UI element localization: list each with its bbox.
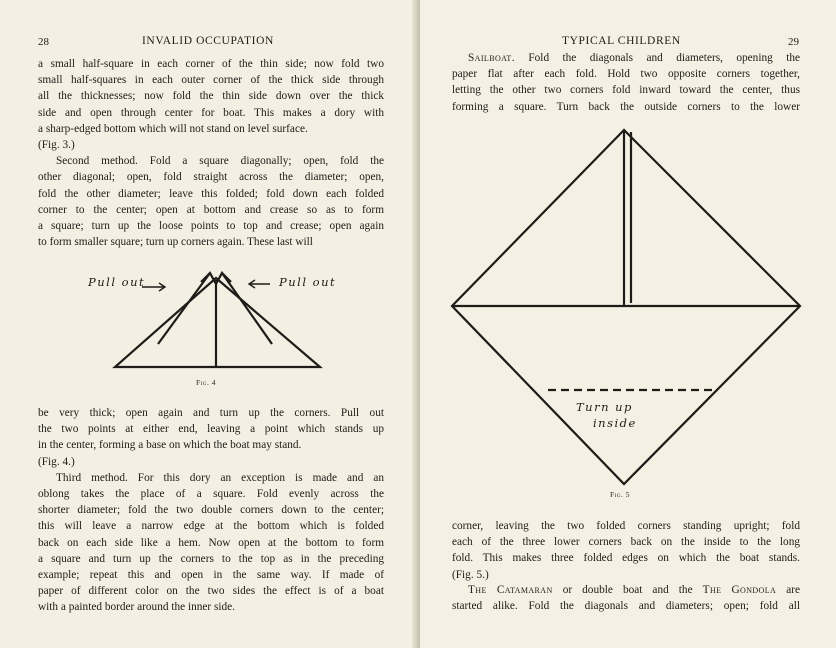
paragraph-catamaran	[452, 582, 800, 614]
text-line: paper flat after each fold. Hold two opposite corners together,	[452, 68, 800, 81]
text-line: a small half-square in each corner of the thin side; now fold two	[38, 58, 384, 70]
text-line: other diagonal; open, fold straight across the diameter; open,	[38, 171, 384, 184]
sailboat-lead: Sailboat.	[468, 52, 515, 64]
text-line: shorter diameter; fold the two double corners down to the center;	[38, 504, 384, 517]
text-line: Second method. Fold a square diagonally; open, fold the	[56, 155, 384, 168]
right-page	[420, 0, 836, 648]
text-line: paper of different color on the two sides the effect is of a boat	[38, 585, 384, 598]
text-line: (Fig. 3.)	[38, 139, 75, 152]
text-line: corner to the center; open at bottom and crease so as to form	[38, 203, 384, 216]
text-line: a sharp-edged bottom which will not stand on level surface.	[38, 122, 308, 135]
text-line: be very thick; open again and turn up the corners. Pull out	[38, 407, 384, 419]
text-line: forming a square. Turn back the outside corners to the lower	[452, 100, 800, 113]
text-line: the two points at either end, leaving a point which stands up	[38, 423, 384, 436]
text-line: letting the other two corners fold inward toward the center, thus	[452, 84, 800, 97]
text-line: (Fig. 5.)	[452, 568, 489, 581]
page-number: 28	[38, 36, 49, 48]
text-line: fold the other diameter; leave this folded; fold down each folded	[38, 187, 384, 200]
left-page	[0, 0, 417, 648]
turn-up-label: Turn up	[576, 400, 633, 414]
text-line: Third method. For this dory an exception is made and an	[56, 471, 384, 484]
pull-out-label-right: Pull out	[279, 275, 337, 289]
text-line: side and open through center for boat. This makes a dory with	[38, 106, 384, 119]
text-line: fold. This makes three folded edges on which the boat stands.	[452, 552, 800, 565]
text-line: corner, leaving the two folded corners standing upright; fold	[452, 520, 800, 532]
pull-out-label-left: Pull out	[88, 275, 146, 289]
paragraph-sailboat-continued	[452, 518, 800, 583]
page-number: 29	[788, 36, 799, 48]
figure-5-caption: Fig. 5	[610, 490, 630, 499]
text-line: oblong takes the place of a square. Fold evenly across the	[38, 488, 384, 501]
catamaran-line-1: The Catamaran or double boat and the The Gondola are	[468, 584, 801, 596]
text-line: this will leave a narrow edge at the bottom which is folded	[38, 520, 384, 533]
catamaran-line-2: started alike. Fold the diagonals and diameters; open; fold all	[452, 600, 800, 613]
text-line: with a painted border around the inner side.	[38, 601, 236, 614]
inside-label: inside	[593, 416, 637, 430]
text-line: a square and turn up the corners to the top as in the preceding	[38, 552, 384, 565]
text-line: each of the three lower corners back on the inside to the long	[452, 536, 800, 549]
text-line: (Fig. 4.)	[38, 455, 75, 468]
text-line: small half-squares in each outer corner of the thick side through	[38, 74, 384, 87]
text-line: back on each side like a hem. Now open at the bottom to form	[38, 536, 384, 549]
running-head: TYPICAL CHILDREN	[562, 35, 681, 47]
text-line: all the thicknesses; now fold the thin side down over the thick	[38, 90, 384, 103]
text-line: in the center, forming a base on which the boat may stand.	[38, 439, 302, 452]
paragraph-bottom	[38, 405, 384, 616]
figure-4-caption: Fig. 4	[196, 378, 216, 387]
text-line: example; repeat this and open in the same way. If made of	[38, 569, 384, 582]
text-line: a square; turn up the loose points to top and crease; open again	[38, 220, 384, 233]
running-head: INVALID OCCUPATION	[142, 35, 274, 47]
text-line: Sailboat. Fold the diagonals and diameters, opening the	[468, 52, 800, 64]
text-line: to form smaller square; turn up corners again. These last will	[38, 236, 313, 249]
